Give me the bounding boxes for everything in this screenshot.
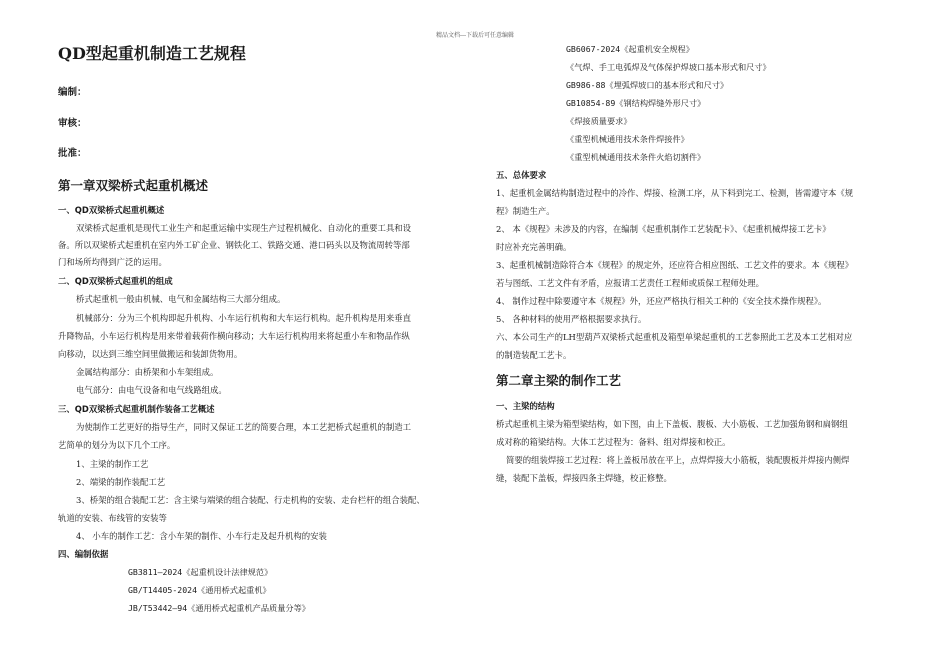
paragraph-line: 缝，装配下盖板，焊接四条主焊缝，校正修整。 [496, 473, 672, 483]
paragraph-line: 时应补充完善明确。 [496, 242, 572, 252]
paragraph-line: 备。所以双梁桥式起重机在室内外工矿企业、钢铁化工、铁路交通、港口码头以及物流周转等部 [58, 240, 410, 250]
paragraph-line: 门和场所均得到广泛的运用。 [58, 257, 167, 267]
paragraph-line: 5、 各种材料的使用严格根据要求执行。 [496, 314, 647, 324]
section-heading: 五、总体要求 [496, 170, 547, 180]
section-heading: 一、主梁的结构 [496, 401, 555, 411]
paragraph-line: 2、 本《规程》未涉及的内容，在编制《起重机制作工艺装配卡》、《起重机械焊接工艺卡》 [496, 224, 831, 234]
section-heading: 一、QD双梁桥式起重机概述 [58, 205, 165, 215]
chapter2-title: 第二章主梁的制作工艺 [496, 373, 622, 388]
approve-label: 批准： [58, 148, 87, 159]
paragraph-line: 3、桥架的组合装配工艺：含主梁与端梁的组合装配、行走机构的安装、走台栏杆的组合装配、 [76, 495, 425, 505]
reference-item: 《重型机械通用技术条件火焰切割件》 [566, 152, 706, 162]
section-heading: 四、编制依据 [58, 549, 109, 559]
paragraph-line: 轨道的安装、布线管的安装等 [58, 513, 167, 523]
reference-item: GB/T14405-2024《通用桥式起重机》 [128, 585, 271, 595]
paragraph-line: 1、起重机金属结构制造过程中的冷作、焊接、检测工序，从下料到完工、检测，皆需遵守本《规 [496, 188, 854, 198]
paragraph-line: 的制造装配工艺卡。 [496, 350, 572, 360]
paragraph-line: 4、 制作过程中除要遵守本《规程》外，还应严格执行相关工种的《安全技术操作规程》。 [496, 296, 827, 306]
paragraph-line: 若与图纸、工艺文件有矛盾，应报请工艺责任工程师或质保工程师处理。 [496, 278, 764, 288]
paragraph-line: 向移动，以达到三维空间里做搬运和装卸货物用。 [58, 349, 243, 359]
paragraph-line: 程》制造生产。 [496, 206, 555, 216]
paragraph-line: 简要的组装焊接工艺过程：将上盖板吊放在平上，点焊焊接大小筋板，装配腹板并焊接内侧焊 [506, 455, 850, 465]
paragraph-line: 桥式起重机主梁为箱型梁结构，如下图，由上下盖板、腹板、大小筋板、工艺加强角钢和扁钢组 [496, 419, 848, 429]
reference-item: 《气焊、手工电弧焊及气体保护焊坡口基本形式和尺寸》 [566, 62, 771, 72]
paragraph-line: 为使制作工艺更好的指导生产，同时又保证工艺的简要合理，本工艺把桥式起重机的制造工 [76, 422, 411, 432]
section-heading: 二、QD双梁桥式起重机的组成 [58, 276, 173, 286]
paragraph-line: 升降物品，小车运行机构是用来带着载荷作横向移动；大车运行机构用来将起重小车和物品作纵 [58, 331, 410, 341]
document-title: QD型起重机制造工艺规程 [58, 44, 246, 63]
paragraph-line: 4、 小车的制作工艺：含小车架的制作、小车行走及起升机构的安装 [76, 531, 327, 541]
page-header-note: 精品文档---下载后可任意编辑 [435, 32, 515, 39]
paragraph-line: 成对称的箱梁结构。大体工艺过程为：备料、组对焊接和校正。 [496, 437, 731, 447]
chapter1-title: 第一章双梁桥式起重机概述 [58, 178, 209, 193]
author-label: 编制： [58, 87, 87, 98]
review-label: 审核： [58, 118, 87, 129]
paragraph-line: 桥式起重机一般由机械、电气和金属结构三大部分组成。 [76, 294, 286, 304]
reference-item: 《焊接质量要求》 [566, 116, 632, 126]
section-heading: 三、QD双梁桥式起重机制作装备工艺概述 [58, 404, 215, 414]
reference-item: GB986-88《埋弧焊坡口的基本形式和尺寸》 [566, 80, 729, 90]
paragraph-line: 电气部分：由电气设备和电气线路组成。 [76, 385, 227, 395]
reference-item: JB/T53442—94《通用桥式起重机产品质量分等》 [128, 603, 310, 613]
paragraph-line: 1、主梁的制作工艺 [76, 459, 149, 469]
reference-item: GB6067-2024《起重机安全规程》 [566, 44, 694, 54]
paragraph-line: 2、端梁的制作装配工艺 [76, 477, 166, 487]
reference-item: GB10854-89《钢结构焊缝外形尺寸》 [566, 98, 706, 108]
paragraph-line: 六、本公司生产的LH型葫芦双梁桥式起重机及箱型单梁起重机的工艺参照此工艺及本工艺相对应 [496, 332, 853, 342]
reference-item: 《重型机械通用技术条件焊接件》 [566, 134, 689, 144]
paragraph-line: 金属结构部分：由桥架和小车架组成。 [76, 367, 219, 377]
paragraph-line: 机械部分：分为三个机构即起升机构、小车运行机构和大车运行机构。起升机构是用来垂直 [76, 313, 411, 323]
paragraph-line: 双梁桥式起重机是现代工业生产和起重运输中实现生产过程机械化、自动化的重要工具和设 [76, 223, 411, 233]
paragraph-line: 艺简单的划分为以下几个工序。 [58, 440, 176, 450]
reference-item: GB3811—2024《起重机设计法律规范》 [128, 567, 273, 577]
paragraph-line: 3、起重机械制造除符合本《规程》的规定外，还应符合相应图纸、工艺文件的要求。本《规程》 [496, 260, 854, 270]
